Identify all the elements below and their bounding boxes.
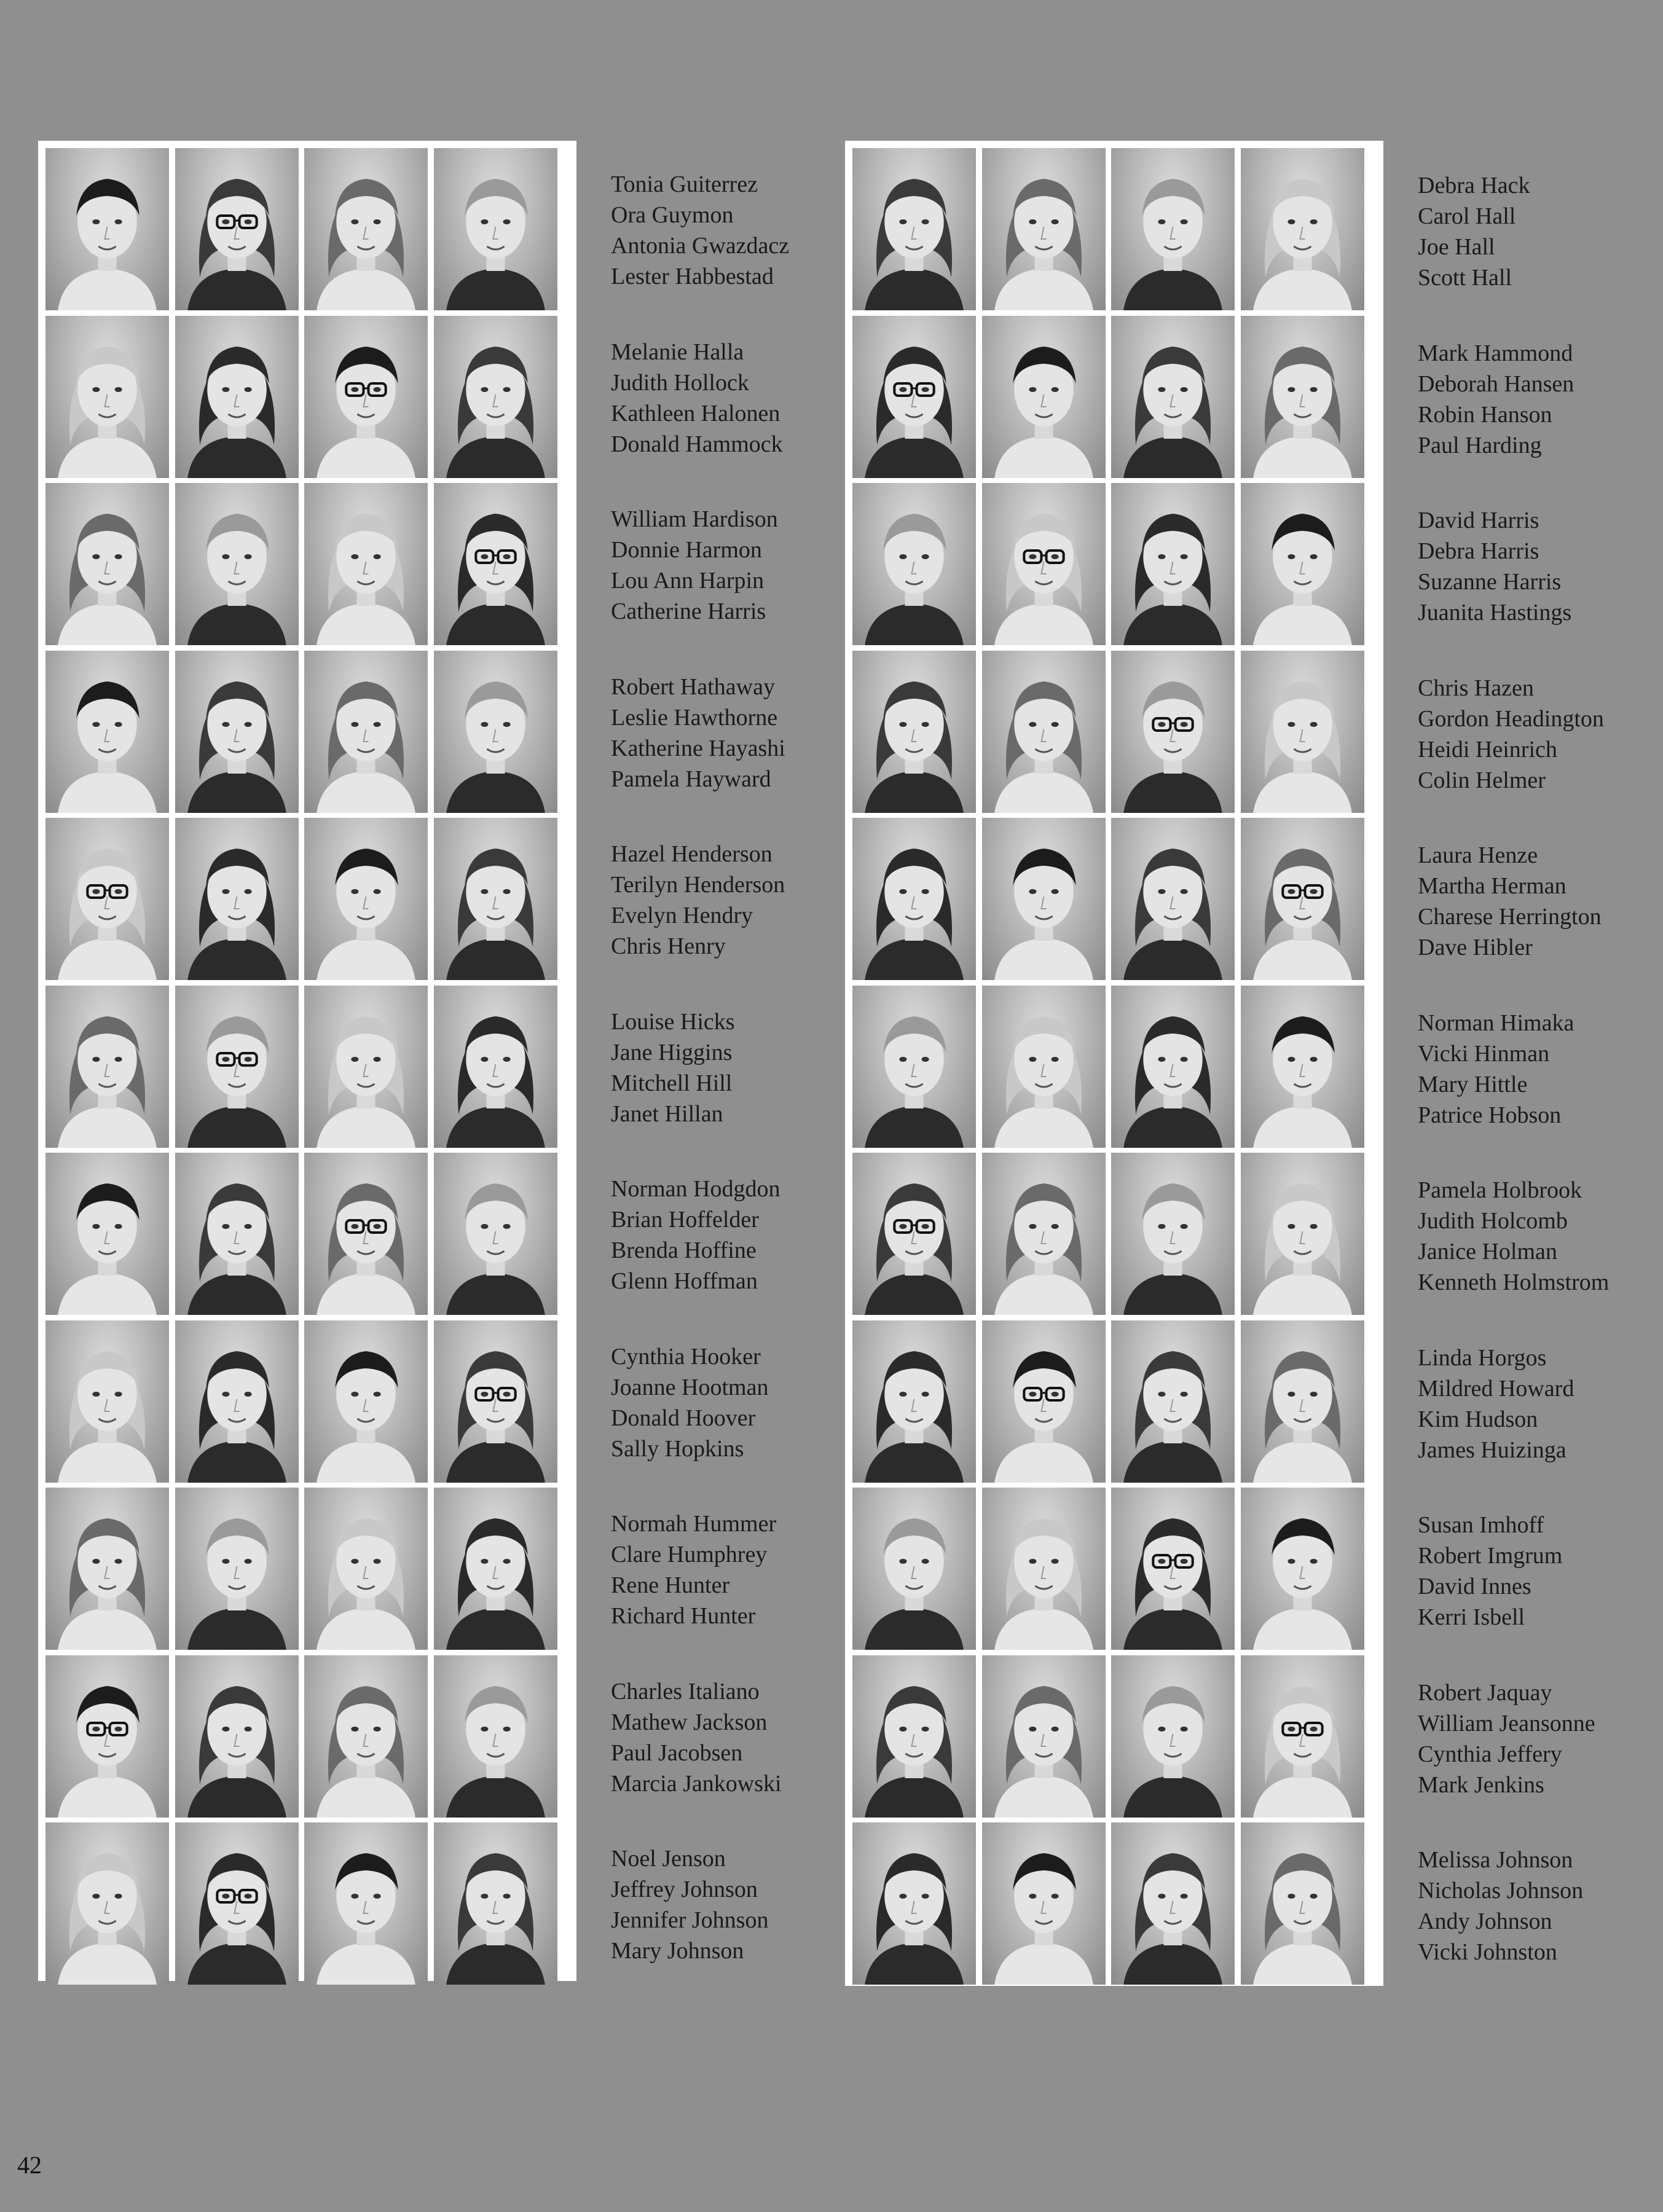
student-portrait bbox=[434, 483, 557, 645]
student-name: Leslie Hawthorne bbox=[611, 704, 778, 731]
student-name: Kenneth Holmstrom bbox=[1418, 1269, 1610, 1295]
left-photo-grid bbox=[38, 141, 576, 1981]
student-name: Richard Hunter bbox=[611, 1603, 756, 1629]
student-portrait bbox=[1111, 1153, 1235, 1315]
student-name: Juanita Hastings bbox=[1418, 600, 1572, 626]
student-name: James Huizinga bbox=[1418, 1437, 1567, 1463]
student-portrait bbox=[175, 1488, 299, 1650]
student-name: William Jeansonne bbox=[1418, 1710, 1595, 1736]
photo-row bbox=[845, 1488, 1383, 1650]
student-name: Jeffrey Johnson bbox=[611, 1877, 758, 1902]
student-portrait bbox=[982, 1822, 1106, 1985]
student-name: Pamela Hayward bbox=[611, 766, 771, 792]
name-group bbox=[611, 1006, 844, 1129]
student-portrait bbox=[45, 483, 169, 645]
student-name: Charese Herrington bbox=[1418, 904, 1602, 930]
left-photo-panel bbox=[38, 141, 576, 1981]
student-portrait bbox=[1241, 651, 1364, 813]
name-group bbox=[611, 504, 844, 627]
student-portrait bbox=[1241, 1488, 1364, 1650]
student-name: Norman Himaka bbox=[1418, 1010, 1575, 1036]
student-portrait bbox=[304, 1488, 428, 1650]
student-name: Colin Helmer bbox=[1418, 767, 1546, 793]
student-name: Jane Higgins bbox=[611, 1039, 733, 1065]
name-group bbox=[611, 1843, 844, 1966]
student-portrait bbox=[1241, 316, 1364, 478]
student-name: Kathleen Halonen bbox=[611, 400, 780, 426]
student-name: Lou Ann Harpin bbox=[611, 568, 765, 594]
student-name: Kim Hudson bbox=[1418, 1406, 1538, 1432]
student-name: Carol Hall bbox=[1418, 203, 1516, 229]
student-portrait bbox=[45, 1822, 169, 1985]
student-portrait bbox=[1241, 818, 1364, 980]
student-portrait bbox=[304, 1320, 428, 1483]
student-name: Judith Hollock bbox=[611, 369, 749, 396]
student-portrait bbox=[1111, 1488, 1235, 1650]
student-name: Mary Hittle bbox=[1418, 1071, 1528, 1097]
student-portrait bbox=[1111, 483, 1235, 645]
student-portrait bbox=[1111, 651, 1235, 813]
student-name: Robin Hanson bbox=[1418, 401, 1552, 428]
name-group bbox=[611, 672, 844, 794]
student-name: Vicki Hinman bbox=[1418, 1040, 1550, 1067]
student-portrait bbox=[852, 651, 976, 813]
student-portrait bbox=[434, 1655, 557, 1818]
photo-row bbox=[845, 148, 1383, 310]
student-name: Andy Johnson bbox=[1418, 1908, 1552, 1934]
photo-row bbox=[845, 483, 1383, 645]
student-portrait bbox=[982, 651, 1106, 813]
student-name: Heidi Heinrich bbox=[1418, 736, 1557, 763]
student-portrait bbox=[1111, 148, 1235, 310]
student-name: Glenn Hoffman bbox=[611, 1268, 758, 1294]
student-portrait bbox=[304, 1822, 428, 1985]
student-portrait bbox=[175, 316, 299, 478]
student-name: Debra Harris bbox=[1418, 538, 1539, 564]
photo-row bbox=[38, 1153, 576, 1315]
name-group bbox=[611, 839, 844, 962]
student-portrait bbox=[982, 1655, 1106, 1818]
student-name: Terilyn Henderson bbox=[611, 872, 785, 898]
student-portrait bbox=[852, 1488, 976, 1650]
photo-row bbox=[38, 1320, 576, 1483]
student-portrait bbox=[434, 986, 557, 1148]
student-portrait bbox=[304, 986, 428, 1148]
name-group bbox=[611, 1174, 844, 1296]
student-name: Normah Hummer bbox=[611, 1511, 777, 1537]
name-group bbox=[611, 1341, 844, 1464]
student-portrait bbox=[982, 986, 1106, 1148]
student-name: Chris Hazen bbox=[1418, 675, 1534, 701]
student-portrait bbox=[434, 1320, 557, 1483]
student-portrait bbox=[852, 1153, 976, 1315]
student-portrait bbox=[45, 148, 169, 310]
student-portrait bbox=[175, 651, 299, 813]
name-group bbox=[1418, 338, 1651, 461]
student-name: Robert Jaquay bbox=[1418, 1679, 1552, 1706]
photo-row bbox=[38, 148, 576, 310]
student-name: Scott Hall bbox=[1418, 265, 1512, 291]
student-portrait bbox=[1241, 1655, 1364, 1818]
student-portrait bbox=[45, 651, 169, 813]
student-portrait bbox=[434, 1822, 557, 1985]
right-photo-grid bbox=[845, 141, 1383, 1986]
photo-row bbox=[845, 1822, 1383, 1985]
photo-row bbox=[38, 818, 576, 980]
photo-row bbox=[845, 1655, 1383, 1818]
student-portrait bbox=[1111, 986, 1235, 1148]
student-portrait bbox=[1241, 483, 1364, 645]
student-portrait bbox=[175, 818, 299, 980]
student-name: William Hardison bbox=[611, 506, 778, 532]
name-group bbox=[1418, 505, 1651, 628]
name-group bbox=[1418, 1008, 1651, 1131]
student-portrait bbox=[175, 986, 299, 1148]
student-name: Janice Holman bbox=[1418, 1239, 1557, 1265]
student-portrait bbox=[852, 483, 976, 645]
page-number: 42 bbox=[17, 2151, 42, 2179]
student-portrait bbox=[45, 1488, 169, 1650]
student-name: Kerri Isbell bbox=[1418, 1604, 1525, 1630]
student-name: Antonia Gwazdacz bbox=[611, 233, 790, 259]
student-portrait bbox=[304, 148, 428, 310]
student-portrait bbox=[175, 148, 299, 310]
student-portrait bbox=[852, 316, 976, 478]
name-group bbox=[1418, 840, 1651, 963]
student-name: Rene Hunter bbox=[611, 1572, 730, 1598]
student-portrait bbox=[982, 818, 1106, 980]
student-portrait bbox=[1241, 986, 1364, 1148]
student-name: Cynthia Jeffery bbox=[1418, 1741, 1562, 1767]
student-portrait bbox=[982, 1488, 1106, 1650]
name-group bbox=[1418, 1175, 1651, 1298]
student-portrait bbox=[434, 1153, 557, 1315]
photo-row bbox=[845, 651, 1383, 813]
student-portrait bbox=[852, 148, 976, 310]
student-portrait bbox=[1241, 1320, 1364, 1483]
name-group bbox=[1418, 1845, 1651, 1967]
student-name: Sally Hopkins bbox=[611, 1435, 744, 1462]
student-name: Evelyn Hendry bbox=[611, 903, 753, 928]
student-portrait bbox=[1111, 316, 1235, 478]
student-portrait bbox=[45, 986, 169, 1148]
student-name: Deborah Hansen bbox=[1418, 371, 1575, 397]
student-name: Mildred Howard bbox=[1418, 1375, 1575, 1402]
student-portrait bbox=[982, 316, 1106, 478]
name-group bbox=[1418, 673, 1651, 796]
right-photo-panel bbox=[845, 141, 1383, 1986]
student-portrait bbox=[434, 651, 557, 813]
student-portrait bbox=[434, 316, 557, 478]
student-portrait bbox=[304, 316, 428, 478]
student-name: Hazel Henderson bbox=[611, 841, 773, 867]
student-portrait bbox=[45, 1655, 169, 1818]
student-name: Donald Hoover bbox=[611, 1405, 756, 1431]
photo-row bbox=[38, 1488, 576, 1650]
student-name: Louise Hicks bbox=[611, 1008, 735, 1035]
student-portrait bbox=[175, 1822, 299, 1985]
student-name: Laura Henze bbox=[1418, 842, 1538, 868]
student-portrait bbox=[304, 651, 428, 813]
photo-row bbox=[845, 986, 1383, 1148]
photo-row bbox=[38, 651, 576, 813]
student-portrait bbox=[45, 316, 169, 478]
student-name: Cynthia Hooker bbox=[611, 1343, 761, 1370]
student-name: Mark Jenkins bbox=[1418, 1771, 1544, 1798]
student-name: Brenda Hoffine bbox=[611, 1237, 757, 1263]
student-name: Noel Jenson bbox=[611, 1846, 726, 1872]
student-portrait bbox=[852, 1320, 976, 1483]
photo-row bbox=[38, 483, 576, 645]
student-name: Lester Habbestad bbox=[611, 264, 774, 289]
student-name: Mark Hammond bbox=[1418, 340, 1573, 366]
student-name: Mitchell Hill bbox=[611, 1070, 733, 1096]
student-name: Janet Hillan bbox=[611, 1100, 723, 1127]
student-name: Tonia Guiterrez bbox=[611, 171, 758, 197]
student-portrait bbox=[1111, 1320, 1235, 1483]
name-group bbox=[1418, 1510, 1651, 1633]
student-name: Mathew Jackson bbox=[611, 1709, 768, 1735]
student-portrait bbox=[982, 1320, 1106, 1483]
student-portrait bbox=[304, 818, 428, 980]
photo-row bbox=[845, 316, 1383, 478]
student-name: Joe Hall bbox=[1418, 234, 1495, 260]
student-portrait bbox=[434, 818, 557, 980]
student-portrait bbox=[852, 1655, 976, 1818]
student-portrait bbox=[45, 1153, 169, 1315]
student-portrait bbox=[304, 483, 428, 645]
student-name: Ora Guymon bbox=[611, 202, 734, 228]
student-portrait bbox=[434, 148, 557, 310]
student-portrait bbox=[45, 1320, 169, 1483]
student-name: Katherine Hayashi bbox=[611, 735, 785, 761]
photo-row bbox=[38, 986, 576, 1148]
student-portrait bbox=[982, 483, 1106, 645]
student-name: Dave Hibler bbox=[1418, 935, 1533, 960]
student-name: Gordon Headington bbox=[1418, 705, 1604, 732]
student-name: Mary Johnson bbox=[611, 1938, 744, 1964]
student-name: David Harris bbox=[1418, 508, 1539, 533]
name-group bbox=[1418, 1677, 1651, 1800]
student-name: Robert Hathaway bbox=[611, 673, 775, 700]
student-portrait bbox=[1111, 1655, 1235, 1818]
student-name: Norman Hodgdon bbox=[611, 1176, 780, 1202]
photo-row bbox=[38, 316, 576, 478]
name-group bbox=[611, 1676, 844, 1799]
student-portrait bbox=[852, 1822, 976, 1985]
student-name: Melissa Johnson bbox=[1418, 1847, 1573, 1873]
student-name: Chris Henry bbox=[611, 933, 726, 959]
student-portrait bbox=[175, 1655, 299, 1818]
student-name: Paul Jacobsen bbox=[611, 1739, 743, 1766]
student-name: Judith Holcomb bbox=[1418, 1208, 1568, 1234]
student-portrait bbox=[175, 1320, 299, 1483]
student-name: Melanie Halla bbox=[611, 339, 744, 365]
student-name: Susan Imhoff bbox=[1418, 1512, 1544, 1538]
photo-row bbox=[38, 1655, 576, 1818]
photo-row bbox=[845, 818, 1383, 980]
student-portrait bbox=[1241, 1153, 1364, 1315]
student-name: Clare Humphrey bbox=[611, 1542, 768, 1567]
student-name: Patrice Hobson bbox=[1418, 1102, 1562, 1128]
student-portrait bbox=[982, 1153, 1106, 1315]
student-name: Martha Herman bbox=[1418, 873, 1567, 899]
student-name: Robert Imgrum bbox=[1418, 1543, 1563, 1569]
student-name: Donnie Harmon bbox=[611, 537, 762, 563]
photo-row bbox=[845, 1320, 1383, 1483]
name-group bbox=[611, 337, 844, 460]
student-name: Catherine Harris bbox=[611, 598, 766, 624]
name-group bbox=[611, 169, 844, 292]
student-name: Marcia Jankowski bbox=[611, 1770, 782, 1797]
photo-row bbox=[38, 1822, 576, 1985]
student-name: Brian Hoffelder bbox=[611, 1207, 759, 1233]
student-portrait bbox=[434, 1488, 557, 1650]
student-portrait bbox=[1241, 148, 1364, 310]
student-portrait bbox=[982, 148, 1106, 310]
name-group bbox=[1418, 170, 1651, 293]
student-name: Charles Italiano bbox=[611, 1678, 760, 1704]
student-name: Jennifer Johnson bbox=[611, 1907, 769, 1933]
student-portrait bbox=[175, 483, 299, 645]
student-name: Debra Hack bbox=[1418, 173, 1530, 198]
student-name: Paul Harding bbox=[1418, 432, 1542, 458]
student-portrait bbox=[1111, 1822, 1235, 1985]
student-portrait bbox=[1111, 818, 1235, 980]
student-portrait bbox=[304, 1153, 428, 1315]
student-portrait bbox=[852, 818, 976, 980]
student-name: Linda Horgos bbox=[1418, 1344, 1547, 1371]
student-name: Nicholas Johnson bbox=[1418, 1878, 1584, 1904]
photo-row bbox=[845, 1153, 1383, 1315]
student-portrait bbox=[175, 1153, 299, 1315]
name-group bbox=[611, 1508, 844, 1631]
student-name: Vicki Johnston bbox=[1418, 1939, 1557, 1965]
student-portrait bbox=[852, 986, 976, 1148]
student-portrait bbox=[304, 1655, 428, 1818]
name-group bbox=[1418, 1343, 1651, 1465]
student-portrait bbox=[45, 818, 169, 980]
student-portrait bbox=[1241, 1822, 1364, 1985]
student-name: Joanne Hootman bbox=[611, 1374, 769, 1400]
student-name: Pamela Holbrook bbox=[1418, 1177, 1582, 1203]
student-name: Suzanne Harris bbox=[1418, 569, 1562, 595]
student-name: Donald Hammock bbox=[611, 431, 783, 457]
student-name: David Innes bbox=[1418, 1574, 1531, 1599]
